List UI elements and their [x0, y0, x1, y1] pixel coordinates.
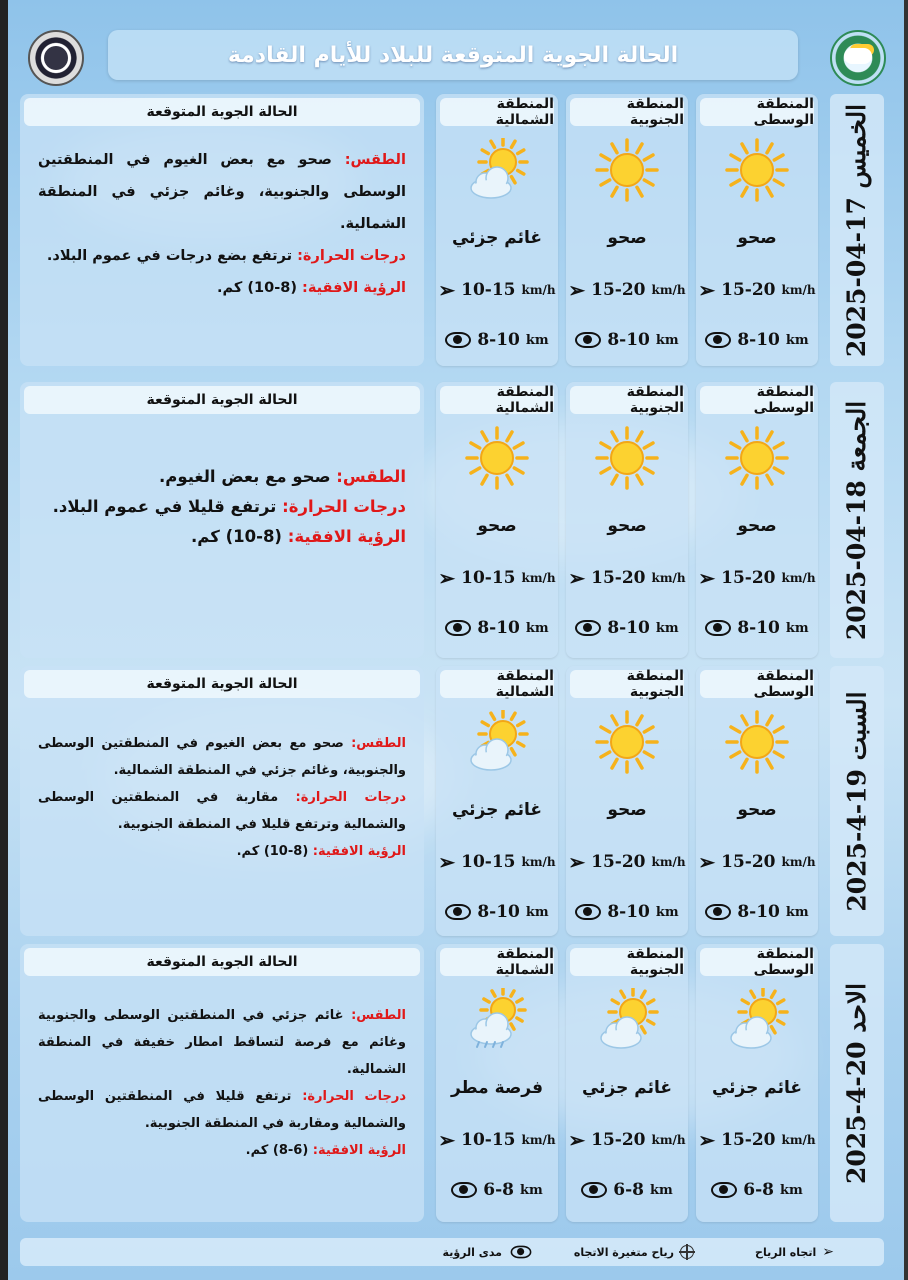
eye-icon: [575, 620, 601, 636]
wind-arrow-icon: ➢: [568, 566, 586, 590]
sun-icon: [595, 710, 659, 774]
visibility-text: (8-10) كم.: [217, 280, 297, 296]
eye-icon: [445, 620, 471, 636]
region-name: [700, 98, 814, 126]
condition-text: صحو: [607, 516, 647, 536]
wind-speed: [696, 852, 818, 872]
region-name: [700, 948, 814, 976]
visibility: [436, 902, 558, 922]
region-card: [436, 94, 558, 366]
visibility-text: (8-10) كم.: [236, 844, 309, 859]
description-body: [38, 144, 406, 304]
visibility-value: 8-10: [737, 902, 780, 922]
visibility-value: 8-10: [477, 902, 520, 922]
wind-unit: km/h: [781, 571, 816, 585]
temperature-label: درجات الحرارة:: [295, 790, 406, 805]
region-name: [440, 670, 554, 698]
visibility: [436, 1180, 558, 1200]
visibility-unit: km: [525, 332, 549, 348]
wind-unit: km/h: [521, 855, 556, 869]
region-name-text: المنطقة الوسطى: [753, 668, 814, 700]
wind-value: 15-20: [591, 568, 646, 588]
wind-unit: km/h: [651, 855, 686, 869]
region-name-text: المنطقة الوسطى: [753, 384, 814, 416]
visibility-line: [38, 522, 406, 552]
visibility-value: 8-10: [607, 330, 650, 350]
visibility-unit: km: [655, 332, 679, 348]
eye-icon: [705, 332, 731, 348]
legend-visibility-label: مدى الرؤية: [442, 1245, 502, 1259]
visibility: [566, 330, 688, 350]
temperature-text: ترتفع قليلا في عموم البلاد.: [52, 497, 277, 516]
condition-text: صحو: [477, 516, 517, 536]
wind-arrow-icon: ➢: [568, 850, 586, 874]
wind-arrow-icon: ➢: [438, 850, 456, 874]
region-name-text: المنطقة الجنوبية: [626, 384, 684, 416]
partly-cloudy-icon: [595, 988, 659, 1052]
description-title-text: الحالة الجوية المتوقعة: [146, 104, 298, 120]
eye-icon: [511, 1246, 532, 1259]
visibility: [696, 618, 818, 638]
temperature-line: [38, 784, 406, 838]
wind-unit: km/h: [521, 283, 556, 297]
visibility-unit: km: [519, 1182, 543, 1198]
visibility: [566, 1180, 688, 1200]
day-date-bar: [830, 944, 884, 1222]
visibility-value: 6-8: [613, 1180, 644, 1200]
day-row-3: [0, 944, 908, 1222]
region-name-text: المنطقة الشمالية: [495, 668, 554, 700]
region-card: [436, 666, 558, 936]
region-name-text: المنطقة الشمالية: [495, 946, 554, 978]
region-name: [700, 386, 814, 414]
visibility-unit: km: [655, 904, 679, 920]
sun-icon: [595, 426, 659, 490]
day-date: الخميس 17-04-2025: [842, 103, 872, 357]
condition-text: غائم جزئي: [451, 800, 543, 820]
region-name: [570, 948, 684, 976]
condition-text: غائم جزئي: [711, 1078, 803, 1098]
sun-icon: [465, 426, 529, 490]
wind-arrow-icon: ➢: [698, 566, 716, 590]
meteorology-logo: [28, 30, 84, 86]
day-date-bar: [830, 94, 884, 366]
visibility-value: 6-8: [743, 1180, 774, 1200]
legend-visibility: [443, 1244, 534, 1260]
temperature-text: ترتفع بضع درجات في عموم البلاد.: [46, 248, 293, 264]
wind-arrow-icon: ➢: [438, 1128, 456, 1152]
partly-cloudy-icon: [465, 138, 529, 202]
visibility-value: 8-10: [607, 902, 650, 922]
region-name: [440, 98, 554, 126]
wind-speed: [566, 568, 688, 588]
region-name-text: المنطقة الجنوبية: [626, 946, 684, 978]
weather-line: [38, 144, 406, 240]
wind-unit: km/h: [521, 1133, 556, 1147]
visibility-value: 8-10: [737, 618, 780, 638]
variable-wind-icon: [680, 1245, 694, 1259]
forecast-description: [20, 382, 424, 658]
wind-value: 15-20: [721, 852, 776, 872]
wind-speed: [696, 280, 818, 300]
eye-icon: [575, 904, 601, 920]
region-card: [566, 666, 688, 936]
temperature-line: [38, 240, 406, 272]
visibility-label: الرؤية الافقية:: [312, 1143, 406, 1158]
wind-speed: [436, 852, 558, 872]
forecast-description: [20, 944, 424, 1222]
wind-unit: km/h: [521, 571, 556, 585]
visibility-unit: km: [785, 620, 809, 636]
wind-speed: [566, 1130, 688, 1150]
wind-speed: [696, 1130, 818, 1150]
eye-icon: [445, 904, 471, 920]
region-name-text: المنطقة الشمالية: [495, 384, 554, 416]
visibility-unit: km: [525, 904, 549, 920]
day-date-bar: [830, 666, 884, 936]
region-card: [696, 382, 818, 658]
wind-arrow-icon: ➢: [438, 278, 456, 302]
condition-text: غائم جزئي: [451, 228, 543, 248]
visibility-unit: km: [525, 620, 549, 636]
visibility-label: الرؤية الافقية:: [287, 527, 406, 546]
visibility-line: [38, 1137, 406, 1164]
region-card: [696, 666, 818, 936]
day-date: السبت 19-4-2025: [842, 690, 872, 912]
page-title: [108, 30, 798, 80]
visibility-unit: km: [649, 1182, 673, 1198]
wind-speed: [436, 568, 558, 588]
eye-icon: [575, 332, 601, 348]
visibility-value: 8-10: [477, 330, 520, 350]
partly-cloudy-icon: [725, 988, 789, 1052]
day-date: الجمعة 18-04-2025: [842, 400, 872, 640]
ministry-logo: [830, 30, 886, 86]
wind-unit: km/h: [781, 283, 816, 297]
weather-text: غائم جزئي في المنطقتين الوسطى والجنوبية وغائم مع فرصة لتساقط امطار خفيفة في المنطقة الشمالية.: [38, 1008, 406, 1077]
wind-speed: [436, 280, 558, 300]
wind-speed: [436, 1130, 558, 1150]
weather-label: الطقس:: [351, 1008, 406, 1023]
legend-variable-wind-label: رياح متغيرة الاتجاه: [573, 1245, 674, 1259]
region-name: [440, 386, 554, 414]
region-card: [566, 944, 688, 1222]
eye-icon: [711, 1182, 737, 1198]
visibility-unit: km: [779, 1182, 803, 1198]
wind-value: 10-15: [461, 568, 516, 588]
temperature-line: [38, 1083, 406, 1137]
region-name-text: المنطقة الجنوبية: [626, 96, 684, 128]
weather-label: الطقس:: [351, 736, 406, 751]
region-name: [700, 670, 814, 698]
sun-icon: [725, 710, 789, 774]
description-title: [24, 386, 420, 414]
visibility-value: 8-10: [737, 330, 780, 350]
weather-label: الطقس:: [344, 152, 406, 168]
weather-label: الطقس:: [336, 467, 406, 486]
description-body: [38, 462, 406, 552]
visibility-label: الرؤية الافقية:: [312, 844, 406, 859]
description-title: [24, 948, 420, 976]
sun-icon: [595, 138, 659, 202]
wind-arrow-icon: ➢: [698, 850, 716, 874]
temperature-line: [38, 492, 406, 522]
wind-arrow-icon: ➢: [568, 1128, 586, 1152]
eye-icon: [581, 1182, 607, 1198]
description-title-text: الحالة الجوية المتوقعة: [146, 954, 298, 970]
day-date-bar: [830, 382, 884, 658]
visibility: [436, 618, 558, 638]
day-row-1: [0, 382, 908, 658]
visibility-line: [38, 838, 406, 865]
wind-unit: km/h: [651, 283, 686, 297]
wind-value: 10-15: [461, 852, 516, 872]
temperature-label: درجات الحرارة:: [297, 248, 406, 264]
visibility: [436, 330, 558, 350]
temperature-text: مقاربة في المنطقتين الوسطى والشمالية وترتفع قليلا في المنطقة الجنوبية.: [38, 790, 406, 832]
eye-icon: [705, 904, 731, 920]
visibility-label: الرؤية الافقية:: [302, 280, 406, 296]
wind-value: 15-20: [591, 1130, 646, 1150]
wind-speed: [696, 568, 818, 588]
wind-value: 10-15: [461, 1130, 516, 1150]
wind-value: 15-20: [591, 280, 646, 300]
description-body: [38, 1002, 406, 1164]
wind-arrow-icon: ➢: [698, 1128, 716, 1152]
wind-arrow-icon: ➢: [438, 566, 456, 590]
weather-line: [38, 730, 406, 784]
visibility-text: (8-10) كم.: [191, 527, 282, 546]
description-body: [38, 730, 406, 865]
wind-unit: km/h: [651, 1133, 686, 1147]
region-card: [696, 944, 818, 1222]
day-row-2: [0, 666, 908, 936]
visibility-value: 8-10: [477, 618, 520, 638]
rain-icon: [465, 988, 529, 1052]
condition-text: فرصة مطر: [450, 1078, 544, 1098]
wind-speed: [566, 852, 688, 872]
visibility-line: [38, 272, 406, 304]
visibility-text: (6-8) كم.: [245, 1143, 309, 1158]
sun-icon: [725, 426, 789, 490]
wind-value: 15-20: [721, 1130, 776, 1150]
visibility-unit: km: [655, 620, 679, 636]
eye-icon: [705, 620, 731, 636]
region-name-text: المنطقة الجنوبية: [626, 668, 684, 700]
legend-wind-direction-label: اتجاه الرياح: [755, 1245, 817, 1259]
eye-icon: [445, 332, 471, 348]
temperature-text: ترتفع قليلا في المنطقتين الوسطى والشمالية ومقاربة في المنطقة الجنوبية.: [38, 1089, 406, 1131]
visibility: [566, 902, 688, 922]
wind-arrow-icon: ➢: [568, 278, 586, 302]
region-card: [566, 94, 688, 366]
visibility-value: 6-8: [483, 1180, 514, 1200]
description-title: [24, 98, 420, 126]
temperature-label: درجات الحرارة:: [302, 1089, 406, 1104]
wind-value: 10-15: [461, 280, 516, 300]
visibility-unit: km: [785, 904, 809, 920]
region-name: [570, 98, 684, 126]
day-date: الاحد 20-4-2025: [842, 982, 872, 1184]
sun-icon: [725, 138, 789, 202]
legend-wind-direction: [755, 1245, 834, 1259]
weather-text: صحو مع بعض الغيوم.: [158, 467, 331, 486]
weather-line: [38, 1002, 406, 1083]
visibility: [566, 618, 688, 638]
region-name-text: المنطقة الوسطى: [753, 96, 814, 128]
region-card: [436, 944, 558, 1222]
condition-text: صحو: [737, 228, 777, 248]
visibility-unit: km: [785, 332, 809, 348]
wind-arrow-icon: ➢: [822, 1244, 834, 1260]
description-title: [24, 670, 420, 698]
region-card: [566, 382, 688, 658]
wind-speed: [566, 280, 688, 300]
day-row-0: [0, 94, 908, 366]
condition-text: غائم جزئي: [581, 1078, 673, 1098]
region-card: [696, 94, 818, 366]
region-name-text: المنطقة الشمالية: [495, 96, 554, 128]
region-name: [570, 670, 684, 698]
region-name: [440, 948, 554, 976]
region-card: [436, 382, 558, 658]
weather-text: صحو مع بعض الغيوم في المنطقتين الوسطى والجنوبية، وغائم جزئي في المنطقة الشمالية.: [38, 736, 406, 778]
eye-icon: [451, 1182, 477, 1198]
wind-value: 15-20: [721, 280, 776, 300]
forecast-description: [20, 94, 424, 366]
visibility: [696, 902, 818, 922]
wind-unit: km/h: [651, 571, 686, 585]
description-title-text: الحالة الجوية المتوقعة: [146, 392, 298, 408]
visibility-value: 8-10: [607, 618, 650, 638]
region-name-text: المنطقة الوسطى: [753, 946, 814, 978]
visibility: [696, 330, 818, 350]
page-title-text: الحالة الجوية المتوقعة للبلاد للأيام القادمة: [227, 42, 679, 68]
description-title-text: الحالة الجوية المتوقعة: [146, 676, 298, 692]
region-name: [570, 386, 684, 414]
condition-text: صحو: [607, 800, 647, 820]
condition-text: صحو: [607, 228, 647, 248]
condition-text: صحو: [737, 800, 777, 820]
condition-text: صحو: [737, 516, 777, 536]
wind-value: 15-20: [591, 852, 646, 872]
partly-cloudy-icon: [465, 710, 529, 774]
legend-bar: [20, 1238, 884, 1266]
weather-line: [38, 462, 406, 492]
visibility: [696, 1180, 818, 1200]
legend-variable-wind: [574, 1245, 694, 1259]
forecast-description: [20, 666, 424, 936]
temperature-label: درجات الحرارة:: [282, 497, 406, 516]
weather-text: صحو مع بعض الغيوم في المنطقتين الوسطى والجنوبية، وغائم جزئي في المنطقة الشمالية.: [38, 152, 406, 232]
wind-arrow-icon: ➢: [698, 278, 716, 302]
wind-value: 15-20: [721, 568, 776, 588]
wind-unit: km/h: [781, 1133, 816, 1147]
wind-unit: km/h: [781, 855, 816, 869]
